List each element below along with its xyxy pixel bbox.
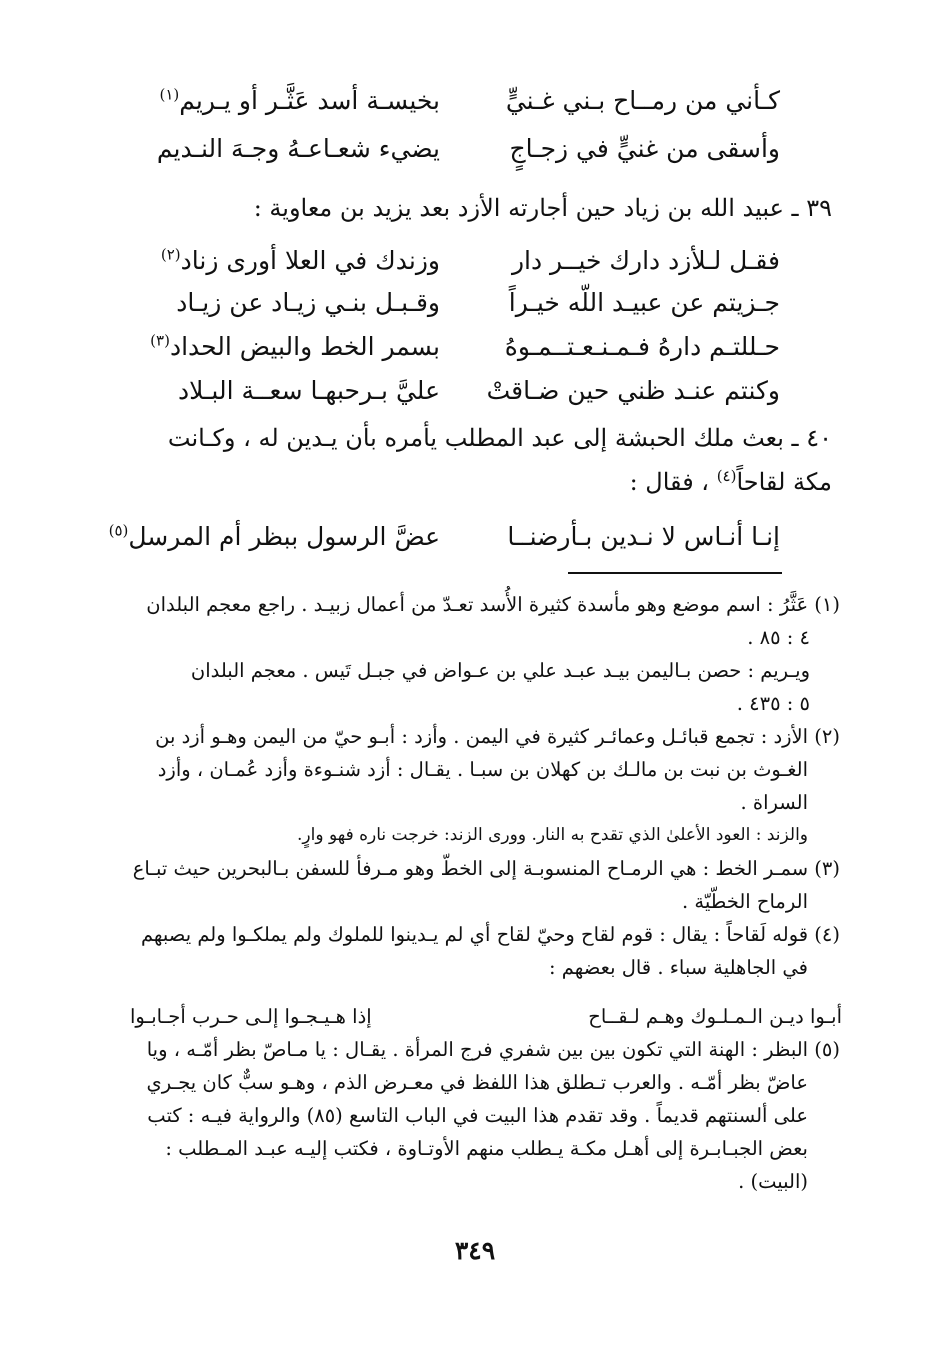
verse-row [176,280,780,326]
footnote-line: (١) عَثَّرُ : اسم موضع وهو مأسدة كثيرة الأُسد تعـدّ من أعمال زبيـد . راجع معجم البلدان [146,593,840,616]
footnotes [130,1033,840,1198]
footnote-line: والزند : العود الأعلىٰ الذي تقدح به النار. وورى الزند: خرجت ناره فهو وارٍ. [297,825,808,845]
footnote-line: الغـوث بن نبت بن مالـك بن كهلان بن سبـا . يقـال : أزد شنـوءة وأزد عُمـان ، وأزد [157,758,808,781]
verse-row [160,238,780,284]
verse-text: وزندك في العلا أورى زناد [180,246,440,275]
verse-second-hemistich: يضيء شعـاعـهُ وجـهَ النـديم [156,134,440,163]
verse-second-hemistich [109,514,440,560]
footnote-line: على ألسنتهم قديماً . وقد تقدم هذا البيت في الباب التاسع (٨٥) والرواية فيـه : كتب [147,1104,808,1127]
verse-first-hemistich: كـأني من رمــاح بـني غـنيٍّ [505,86,780,115]
footnotes [130,588,840,984]
footnote-marker: (٢) [160,245,181,264]
footnote-line: (٣) سمـر الخط : هي الرمـاح المنسوبـة إلى الخطّ وهو مـرفأ للسفن بـالبحرين حيث تبـاع [132,857,840,880]
page-number: ٣٤٩ [454,1236,496,1265]
footnote-verse-second: إذا هـيـجـوا إلـى حـرب أجـابـوا [130,1005,372,1028]
footnote-line: في الجاهلية سباء . قال بعضهم : [549,956,808,979]
verse-text: عضَّ الرسول ببظر أم المرسل [128,522,440,551]
footnote-marker: (٣) [150,331,170,350]
footnote-line: (البيت) . [738,1170,808,1193]
footnote-marker: (٥) [108,521,129,540]
verse-second-hemistich [159,78,440,124]
entry-heading: ٤٠ ـ بعث ملك الحبشة إلى عبد المطلب يأمره بأن يـدين له ، وكـانت [167,424,832,452]
footnote-line: عاضّ بظر أمّـه . والعرب تـطلق هذا اللفظ في معـرض الذم ، وهـو سبٌّ كان يجـري [146,1071,808,1094]
footnote-line: ٤ : ٨٥ . [747,626,810,649]
entry-text-part: ، فقال : [629,468,717,496]
footnote-verse [130,1000,842,1033]
verse-first-hemistich: حـللتـم دارهُ فـمـنـعـتــمـوهُ [504,332,780,361]
footnote-verse-first: أبـوا ديـن الـمـلـوك وهـم لـقــاح [588,1005,842,1028]
verse-first-hemistich: وأسقى من غنيٍّ في زجـاجٍ [509,134,780,163]
footnote-line: (٤) قوله لَقاحاً : يقال : قوم لقاح وحيّ لقاح أي لم يـدينوا للملوك ولم يملكـوا ولم يصبهم [140,923,840,946]
footnote-separator [568,572,782,574]
verse-second-hemistich: وقـبـل بنـي زيـاد عن زيـاد [176,288,440,317]
verse-second-hemistich [150,324,440,370]
verse-row [159,78,780,124]
verse-text: بخيسـة أسد عَثَّـر أو يـريم [179,86,440,115]
verse-row [180,368,780,414]
verse-first-hemistich: إنـا أنـاس لا نـدين بـأرضنــا [507,522,780,551]
footnote-line: (٢) الأزد : تجمع قبائـل وعمائـر كثيرة في اليمن . وأزد : أبـو حيّ من اليمن وهـو أزد بن [155,725,840,748]
entry-text [132,460,832,504]
verse-second-hemistich [161,238,440,284]
verse-row [156,126,780,172]
footnote-line: ٥ : ٤٣٥ . [736,692,810,715]
entry-heading: ٣٩ ـ عبيد الله بن زياد حين أجارته الأزد بعد يزيد بن معاوية : [253,194,832,222]
footnote-line: ويـريم : حصن بـاليمن بيـد عبـد علي بن عـواض في جبـل تَيس . معجم البلدان [190,659,810,682]
footnote-marker: (١) [159,85,180,104]
footnote-line: بعض الجبـابـرة إلى أهـل مكـة يـطلب منهم الأوتـاوة ، فكتب إليـه عبـد المـطلب : [165,1137,808,1160]
verse-first-hemistich: وكنتم عنـد ظني حين ضـاقتْ [486,376,780,405]
footnote-marker: (٤) [716,467,737,485]
verse-first-hemistich: فقـل لـلأزد دارك خيــر دار [511,246,780,275]
footnote-line: (٥) البظر : الهنة التي تكون بين بين شفري فرج المرأة . يقـال : يا مـاصّ بظر أمّـه ، ويا [146,1038,840,1061]
footnote-line: السراة . [740,791,808,814]
footnote-line: الرماح الخطّيّة . [682,890,808,913]
entry-text-part: مكة لقاحاً [736,468,832,496]
verse-row [108,514,780,560]
verse-second-hemistich: عليَّ بـرحبهـا سعــة البـلاد [178,376,440,405]
verse-row [150,324,780,370]
verse-text: بسمر الخط والبيض الحداد [169,332,440,361]
verse-first-hemistich: جـزيتم عن عبيـد اللّه خيـراً [508,288,780,317]
